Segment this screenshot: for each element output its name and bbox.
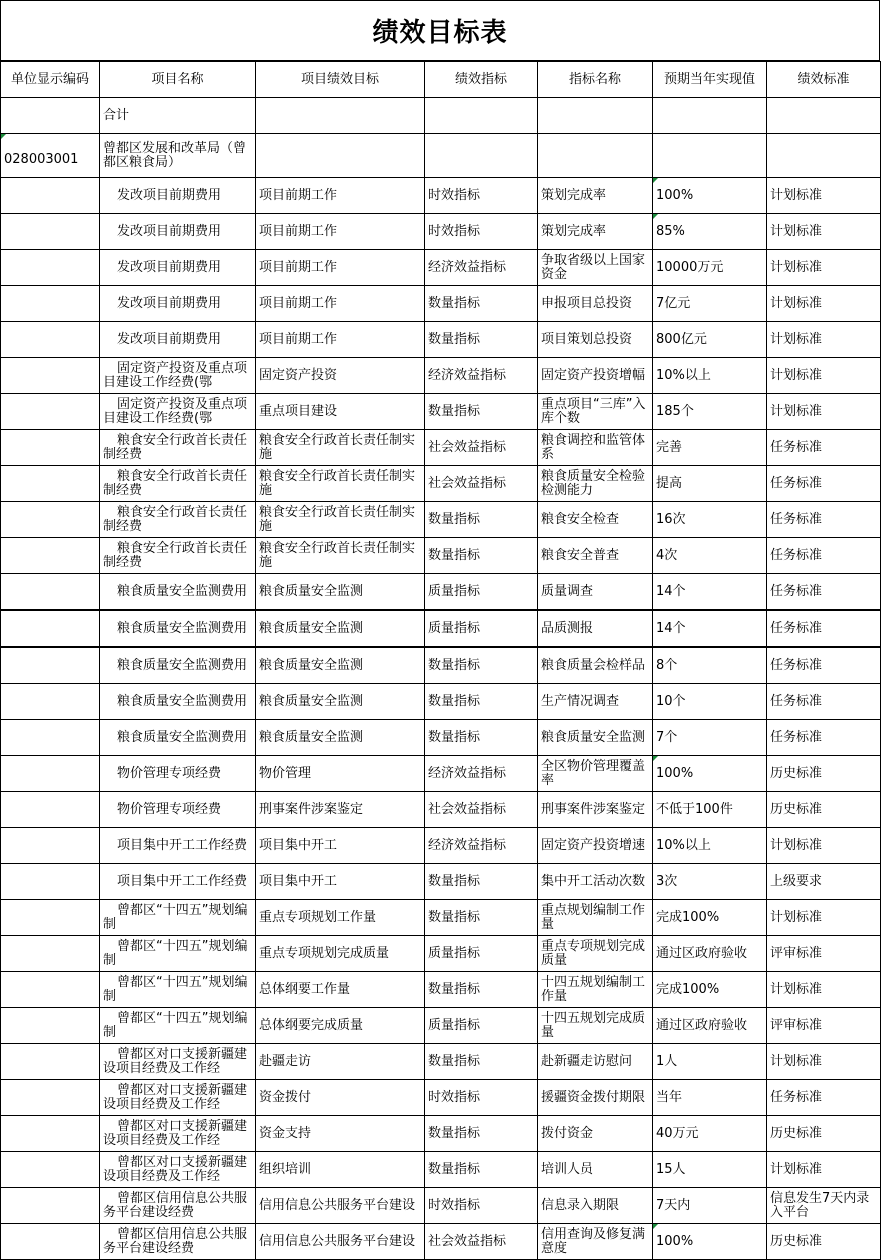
goal-cell: 粮食安全行政首长责任制实施 [256, 466, 425, 502]
standard-cell: 任务标准 [767, 720, 881, 756]
table-cell [653, 98, 767, 134]
table-row [1, 720, 881, 756]
goal-cell: 项目前期工作 [256, 322, 425, 358]
indicator-name-cell: 全区物价管理覆盖率 [538, 756, 653, 792]
table-row [1, 1116, 881, 1152]
indicator-name-cell: 项目策划总投资 [538, 322, 653, 358]
indicator-name-cell: 赴新疆走访慰问 [538, 1044, 653, 1080]
code-cell [1, 394, 100, 430]
goal-cell: 项目前期工作 [256, 286, 425, 322]
goal-cell: 项目前期工作 [256, 214, 425, 250]
indicator-cell: 经济效益指标 [425, 828, 538, 864]
code-cell [1, 756, 100, 792]
table-row [1, 828, 881, 864]
expected-value-cell: 3次 [653, 864, 767, 900]
code-cell [1, 1080, 100, 1116]
project-name-cell: 曾都区“十四五”规划编制 [100, 936, 256, 972]
expected-value-cell: 10%以上 [653, 828, 767, 864]
goal-cell: 资金支持 [256, 1116, 425, 1152]
indicator-cell: 时效指标 [425, 1188, 538, 1224]
total-row [1, 98, 881, 134]
indicator-cell: 质量指标 [425, 1008, 538, 1044]
project-name-cell: 曾都区对口支援新疆建设项目经费及工作经 [100, 1116, 256, 1152]
table-row [1, 1080, 881, 1116]
standard-cell: 评审标准 [767, 1008, 881, 1044]
indicator-cell: 时效指标 [425, 1080, 538, 1116]
indicator-cell: 经济效益指标 [425, 358, 538, 394]
code-cell [1, 250, 100, 286]
indicator-cell: 社会效益指标 [425, 430, 538, 466]
project-name-cell: 固定资产投资及重点项目建设工作经费(鄂 [100, 358, 256, 394]
expected-value-cell: 提高 [653, 466, 767, 502]
standard-cell: 任务标准 [767, 1080, 881, 1116]
table-row [1, 1152, 881, 1188]
standard-cell: 评审标准 [767, 936, 881, 972]
code-cell [1, 1044, 100, 1080]
standard-cell: 历史标准 [767, 1224, 881, 1260]
goal-cell: 粮食质量安全监测 [256, 610, 425, 647]
indicator-name-cell: 粮食安全检查 [538, 502, 653, 538]
standard-cell: 计划标准 [767, 178, 881, 214]
code-cell [1, 430, 100, 466]
standard-cell: 计划标准 [767, 322, 881, 358]
table-row [1, 684, 881, 720]
goal-cell: 粮食安全行政首长责任制实施 [256, 538, 425, 574]
sheet-title: 绩效目标表 [0, 0, 880, 61]
header-row [1, 62, 881, 98]
standard-cell: 任务标准 [767, 684, 881, 720]
table-row [1, 466, 881, 502]
indicator-cell: 数量指标 [425, 720, 538, 756]
goal-cell: 粮食质量安全监测 [256, 720, 425, 756]
goal-cell: 重点项目建设 [256, 394, 425, 430]
goal-cell: 重点专项规划工作量 [256, 900, 425, 936]
project-name-cell: 发改项目前期费用 [100, 322, 256, 358]
standard-cell: 任务标准 [767, 538, 881, 574]
performance-table [0, 61, 881, 1260]
standard-cell: 计划标准 [767, 1152, 881, 1188]
goal-cell: 重点专项规划完成质量 [256, 936, 425, 972]
table-row [1, 394, 881, 430]
header-cell-indicator: 绩效指标 [425, 62, 538, 98]
project-name-cell: 曾都区“十四五”规划编制 [100, 1008, 256, 1044]
indicator-cell: 数量指标 [425, 286, 538, 322]
goal-cell: 组织培训 [256, 1152, 425, 1188]
standard-cell: 历史标准 [767, 756, 881, 792]
goal-cell: 粮食质量安全监测 [256, 684, 425, 720]
indicator-cell: 数量指标 [425, 647, 538, 684]
code-cell [1, 900, 100, 936]
project-name-cell: 发改项目前期费用 [100, 250, 256, 286]
header-cell-goal: 项目绩效目标 [256, 62, 425, 98]
expected-value-cell: 4次 [653, 538, 767, 574]
code-cell [1, 322, 100, 358]
code-cell [1, 1152, 100, 1188]
project-name-cell: 曾都区信用信息公共服务平台建设经费 [100, 1224, 256, 1260]
code-cell [1, 936, 100, 972]
code-cell [1, 1224, 100, 1260]
code-cell [1, 828, 100, 864]
goal-cell: 项目前期工作 [256, 250, 425, 286]
indicator-cell: 社会效益指标 [425, 792, 538, 828]
table-row [1, 1188, 881, 1224]
standard-cell: 计划标准 [767, 972, 881, 1008]
goal-cell: 资金拨付 [256, 1080, 425, 1116]
code-cell [1, 574, 100, 611]
standard-cell: 任务标准 [767, 610, 881, 647]
project-name-cell: 固定资产投资及重点项目建设工作经费(鄂 [100, 394, 256, 430]
table-row [1, 756, 881, 792]
indicator-cell: 数量指标 [425, 1116, 538, 1152]
code-cell [1, 864, 100, 900]
unit-name: 曾都区发展和改革局（曾都区粮食局） [100, 134, 256, 178]
code-cell [1, 178, 100, 214]
table-row [1, 1224, 881, 1260]
table-cell [653, 134, 767, 178]
goal-cell: 固定资产投资 [256, 358, 425, 394]
indicator-name-cell: 刑事案件涉案鉴定 [538, 792, 653, 828]
indicator-cell: 数量指标 [425, 972, 538, 1008]
code-cell [1, 972, 100, 1008]
unit-code: 028003001 [1, 134, 100, 178]
indicator-name-cell: 重点规划编制工作量 [538, 900, 653, 936]
indicator-name-cell: 品质测报 [538, 610, 653, 647]
project-name-cell: 发改项目前期费用 [100, 214, 256, 250]
header-cell-code: 单位显示编码 [1, 62, 100, 98]
goal-cell: 粮食质量安全监测 [256, 647, 425, 684]
standard-cell: 任务标准 [767, 647, 881, 684]
total-label: 合计 [100, 98, 256, 134]
indicator-name-cell: 争取省级以上国家资金 [538, 250, 653, 286]
project-name-cell: 粮食质量安全监测费用 [100, 610, 256, 647]
standard-cell: 计划标准 [767, 286, 881, 322]
expected-value-cell: 100% [653, 756, 767, 792]
goal-cell: 粮食质量安全监测 [256, 574, 425, 611]
expected-value-cell: 100% [653, 178, 767, 214]
indicator-name-cell: 重点专项规划完成质量 [538, 936, 653, 972]
code-cell [1, 466, 100, 502]
indicator-cell: 数量指标 [425, 1044, 538, 1080]
expected-value-cell: 10%以上 [653, 358, 767, 394]
code-cell [1, 720, 100, 756]
project-name-cell: 粮食安全行政首长责任制经费 [100, 430, 256, 466]
table-row [1, 250, 881, 286]
unit-row [1, 134, 881, 178]
table-row [1, 1044, 881, 1080]
standard-cell: 任务标准 [767, 466, 881, 502]
standard-cell: 计划标准 [767, 358, 881, 394]
indicator-name-cell: 培训人员 [538, 1152, 653, 1188]
indicator-cell: 质量指标 [425, 936, 538, 972]
expected-value-cell: 1人 [653, 1044, 767, 1080]
expected-value-cell: 当年 [653, 1080, 767, 1116]
project-name-cell: 粮食质量安全监测费用 [100, 720, 256, 756]
table-row [1, 864, 881, 900]
project-name-cell: 物价管理专项经费 [100, 756, 256, 792]
code-cell [1, 1188, 100, 1224]
code-cell [1, 684, 100, 720]
indicator-name-cell: 信息录入期限 [538, 1188, 653, 1224]
project-name-cell: 粮食质量安全监测费用 [100, 574, 256, 611]
expected-value-cell: 15人 [653, 1152, 767, 1188]
standard-cell: 计划标准 [767, 214, 881, 250]
table-row [1, 792, 881, 828]
indicator-name-cell: 固定资产投资增速 [538, 828, 653, 864]
project-name-cell: 曾都区对口支援新疆建设项目经费及工作经 [100, 1152, 256, 1188]
table-cell [767, 98, 881, 134]
table-row [1, 502, 881, 538]
goal-cell: 信用信息公共服务平台建设 [256, 1224, 425, 1260]
indicator-name-cell: 十四五规划完成质量 [538, 1008, 653, 1044]
standard-cell: 计划标准 [767, 828, 881, 864]
indicator-name-cell: 粮食安全普查 [538, 538, 653, 574]
standard-cell: 计划标准 [767, 1044, 881, 1080]
indicator-name-cell: 质量调查 [538, 574, 653, 611]
table-row [1, 178, 881, 214]
indicator-name-cell: 援疆资金拨付期限 [538, 1080, 653, 1116]
indicator-cell: 社会效益指标 [425, 466, 538, 502]
standard-cell: 计划标准 [767, 900, 881, 936]
project-name-cell: 曾都区“十四五”规划编制 [100, 972, 256, 1008]
code-cell [1, 792, 100, 828]
code-cell [1, 610, 100, 647]
indicator-cell: 数量指标 [425, 1152, 538, 1188]
indicator-cell: 经济效益指标 [425, 250, 538, 286]
indicator-name-cell: 粮食质量安全检验检测能力 [538, 466, 653, 502]
project-name-cell: 曾都区对口支援新疆建设项目经费及工作经 [100, 1044, 256, 1080]
expected-value-cell: 800亿元 [653, 322, 767, 358]
project-name-cell: 曾都区信用信息公共服务平台建设经费 [100, 1188, 256, 1224]
indicator-cell: 数量指标 [425, 322, 538, 358]
expected-value-cell: 185个 [653, 394, 767, 430]
expected-value-cell: 完成100% [653, 900, 767, 936]
table-cell [256, 98, 425, 134]
table-cell [1, 98, 100, 134]
expected-value-cell: 不低于100件 [653, 792, 767, 828]
table-cell [425, 98, 538, 134]
goal-cell: 赴疆走访 [256, 1044, 425, 1080]
goal-cell: 粮食安全行政首长责任制实施 [256, 502, 425, 538]
expected-value-cell: 10000万元 [653, 250, 767, 286]
standard-cell: 计划标准 [767, 250, 881, 286]
table-cell [256, 134, 425, 178]
expected-value-cell: 100% [653, 1224, 767, 1260]
header-cell-standard: 绩效标准 [767, 62, 881, 98]
indicator-cell: 数量指标 [425, 538, 538, 574]
expected-value-cell: 通过区政府验收 [653, 936, 767, 972]
project-name-cell: 粮食质量安全监测费用 [100, 647, 256, 684]
table-row [1, 358, 881, 394]
indicator-cell: 数量指标 [425, 900, 538, 936]
expected-value-cell: 10个 [653, 684, 767, 720]
indicator-cell: 质量指标 [425, 610, 538, 647]
standard-cell: 历史标准 [767, 792, 881, 828]
table-row [1, 214, 881, 250]
expected-value-cell: 完善 [653, 430, 767, 466]
indicator-name-cell: 策划完成率 [538, 178, 653, 214]
project-name-cell: 项目集中开工工作经费 [100, 828, 256, 864]
expected-value-cell: 7亿元 [653, 286, 767, 322]
code-cell [1, 214, 100, 250]
project-name-cell: 发改项目前期费用 [100, 178, 256, 214]
indicator-cell: 数量指标 [425, 502, 538, 538]
project-name-cell: 粮食安全行政首长责任制经费 [100, 502, 256, 538]
table-row [1, 430, 881, 466]
table-row [1, 322, 881, 358]
header-cell-project: 项目名称 [100, 62, 256, 98]
goal-cell: 粮食安全行政首长责任制实施 [256, 430, 425, 466]
table-row [1, 936, 881, 972]
table-row [1, 574, 881, 611]
code-cell [1, 647, 100, 684]
indicator-name-cell: 集中开工活动次数 [538, 864, 653, 900]
standard-cell: 计划标准 [767, 394, 881, 430]
standard-cell: 上级要求 [767, 864, 881, 900]
standard-cell: 任务标准 [767, 574, 881, 611]
expected-value-cell: 14个 [653, 574, 767, 611]
goal-cell: 项目前期工作 [256, 178, 425, 214]
code-cell [1, 502, 100, 538]
indicator-name-cell: 粮食质量安全监测 [538, 720, 653, 756]
expected-value-cell: 通过区政府验收 [653, 1008, 767, 1044]
indicator-name-cell: 粮食调控和监管体系 [538, 430, 653, 466]
expected-value-cell: 16次 [653, 502, 767, 538]
table-cell [538, 134, 653, 178]
project-name-cell: 粮食安全行政首长责任制经费 [100, 538, 256, 574]
code-cell [1, 538, 100, 574]
indicator-cell: 社会效益指标 [425, 1224, 538, 1260]
indicator-name-cell: 固定资产投资增幅 [538, 358, 653, 394]
table-row [1, 538, 881, 574]
table-row [1, 286, 881, 322]
goal-cell: 总体纲要工作量 [256, 972, 425, 1008]
expected-value-cell: 7天内 [653, 1188, 767, 1224]
expected-value-cell: 7个 [653, 720, 767, 756]
indicator-name-cell: 申报项目总投资 [538, 286, 653, 322]
project-name-cell: 粮食安全行政首长责任制经费 [100, 466, 256, 502]
indicator-cell: 经济效益指标 [425, 756, 538, 792]
standard-cell: 信息发生7天内录入平台 [767, 1188, 881, 1224]
table-row [1, 1008, 881, 1044]
header-cell-expected: 预期当年实现值 [653, 62, 767, 98]
indicator-name-cell: 重点项目“三库”入库个数 [538, 394, 653, 430]
expected-value-cell: 85% [653, 214, 767, 250]
indicator-name-cell: 信用查询及修复满意度 [538, 1224, 653, 1260]
standard-cell: 任务标准 [767, 430, 881, 466]
project-name-cell: 物价管理专项经费 [100, 792, 256, 828]
table-row [1, 900, 881, 936]
goal-cell: 物价管理 [256, 756, 425, 792]
indicator-cell: 数量指标 [425, 864, 538, 900]
goal-cell: 信用信息公共服务平台建设 [256, 1188, 425, 1224]
indicator-cell: 时效指标 [425, 214, 538, 250]
code-cell [1, 286, 100, 322]
expected-value-cell: 40万元 [653, 1116, 767, 1152]
goal-cell: 项目集中开工 [256, 864, 425, 900]
indicator-cell: 数量指标 [425, 684, 538, 720]
indicator-name-cell: 策划完成率 [538, 214, 653, 250]
indicator-name-cell: 生产情况调查 [538, 684, 653, 720]
project-name-cell: 曾都区对口支援新疆建设项目经费及工作经 [100, 1080, 256, 1116]
expected-value-cell: 14个 [653, 610, 767, 647]
project-name-cell: 曾都区“十四五”规划编制 [100, 900, 256, 936]
table-cell [767, 134, 881, 178]
indicator-name-cell: 十四五规划编制工作量 [538, 972, 653, 1008]
project-name-cell: 粮食质量安全监测费用 [100, 684, 256, 720]
expected-value-cell: 8个 [653, 647, 767, 684]
table-cell [538, 98, 653, 134]
code-cell [1, 358, 100, 394]
indicator-cell: 时效指标 [425, 178, 538, 214]
table-row [1, 972, 881, 1008]
expected-value-cell: 完成100% [653, 972, 767, 1008]
standard-cell: 历史标准 [767, 1116, 881, 1152]
header-cell-indicator-name: 指标名称 [538, 62, 653, 98]
table-row [1, 647, 881, 684]
goal-cell: 项目集中开工 [256, 828, 425, 864]
code-cell [1, 1008, 100, 1044]
goal-cell: 刑事案件涉案鉴定 [256, 792, 425, 828]
indicator-name-cell: 拨付资金 [538, 1116, 653, 1152]
table-cell [425, 134, 538, 178]
code-cell [1, 1116, 100, 1152]
goal-cell: 总体纲要完成质量 [256, 1008, 425, 1044]
indicator-cell: 数量指标 [425, 394, 538, 430]
project-name-cell: 发改项目前期费用 [100, 286, 256, 322]
indicator-cell: 质量指标 [425, 574, 538, 611]
project-name-cell: 项目集中开工工作经费 [100, 864, 256, 900]
table-row [1, 610, 881, 647]
standard-cell: 任务标准 [767, 502, 881, 538]
indicator-name-cell: 粮食质量会检样品 [538, 647, 653, 684]
